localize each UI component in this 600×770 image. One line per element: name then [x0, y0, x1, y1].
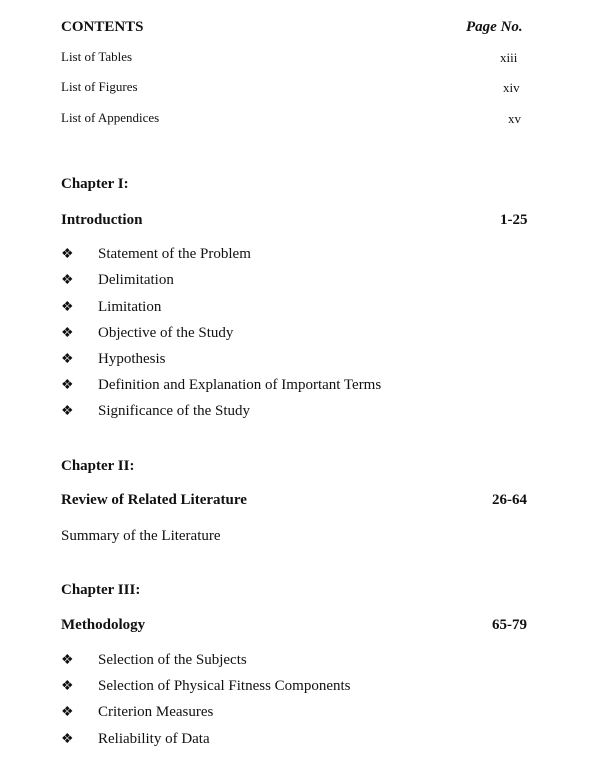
list-item: Selection of Physical Fitness Components — [98, 678, 351, 694]
list-item: Reliability of Data — [98, 731, 210, 747]
front-matter-label: List of Figures — [61, 79, 138, 94]
list-item: Criterion Measures — [98, 704, 214, 720]
chapter-pages: 65-79 — [492, 617, 527, 633]
chapter-label: Chapter III: — [61, 582, 141, 598]
bullet-icon: ❖ — [61, 352, 74, 367]
list-item: Limitation — [98, 299, 162, 315]
bullet-icon: ❖ — [61, 247, 74, 262]
list-item: Selection of the Subjects — [98, 652, 247, 668]
bullet-icon: ❖ — [61, 378, 74, 393]
chapter-title: Introduction — [61, 212, 143, 228]
bullet-icon: ❖ — [61, 404, 74, 419]
chapter-pages: 26-64 — [492, 492, 527, 508]
list-item: Objective of the Study — [98, 325, 234, 341]
bullet-icon: ❖ — [61, 732, 74, 747]
front-matter-page: xiv — [503, 80, 520, 95]
chapter-subtext: Summary of the Literature — [61, 528, 221, 544]
list-item: Significance of the Study — [98, 403, 251, 419]
list-item: Delimitation — [98, 272, 174, 288]
front-matter-page: xiii — [500, 50, 518, 65]
chapter-pages: 1-25 — [500, 212, 528, 228]
chapter-title: Methodology — [61, 617, 146, 633]
front-matter-label: List of Tables — [61, 49, 133, 64]
list-item: Definition and Explanation of Important Terms — [98, 377, 382, 393]
front-matter-label: List of Appendices — [61, 110, 160, 125]
page-no-heading: Page No. — [466, 19, 523, 35]
contents-heading: CONTENTS — [61, 19, 144, 35]
chapter-title: Review of Related Literature — [61, 492, 247, 508]
front-matter-page: xv — [508, 111, 521, 126]
chapter-label: Chapter I: — [61, 176, 129, 192]
bullet-icon: ❖ — [61, 300, 74, 315]
bullet-icon: ❖ — [61, 326, 74, 341]
chapter-label: Chapter II: — [61, 458, 135, 474]
bullet-icon: ❖ — [61, 653, 74, 668]
bullet-icon: ❖ — [61, 679, 74, 694]
list-item: Hypothesis — [98, 351, 166, 367]
list-item: Statement of the Problem — [98, 246, 251, 262]
bullet-icon: ❖ — [61, 273, 74, 288]
bullet-icon: ❖ — [61, 705, 74, 720]
